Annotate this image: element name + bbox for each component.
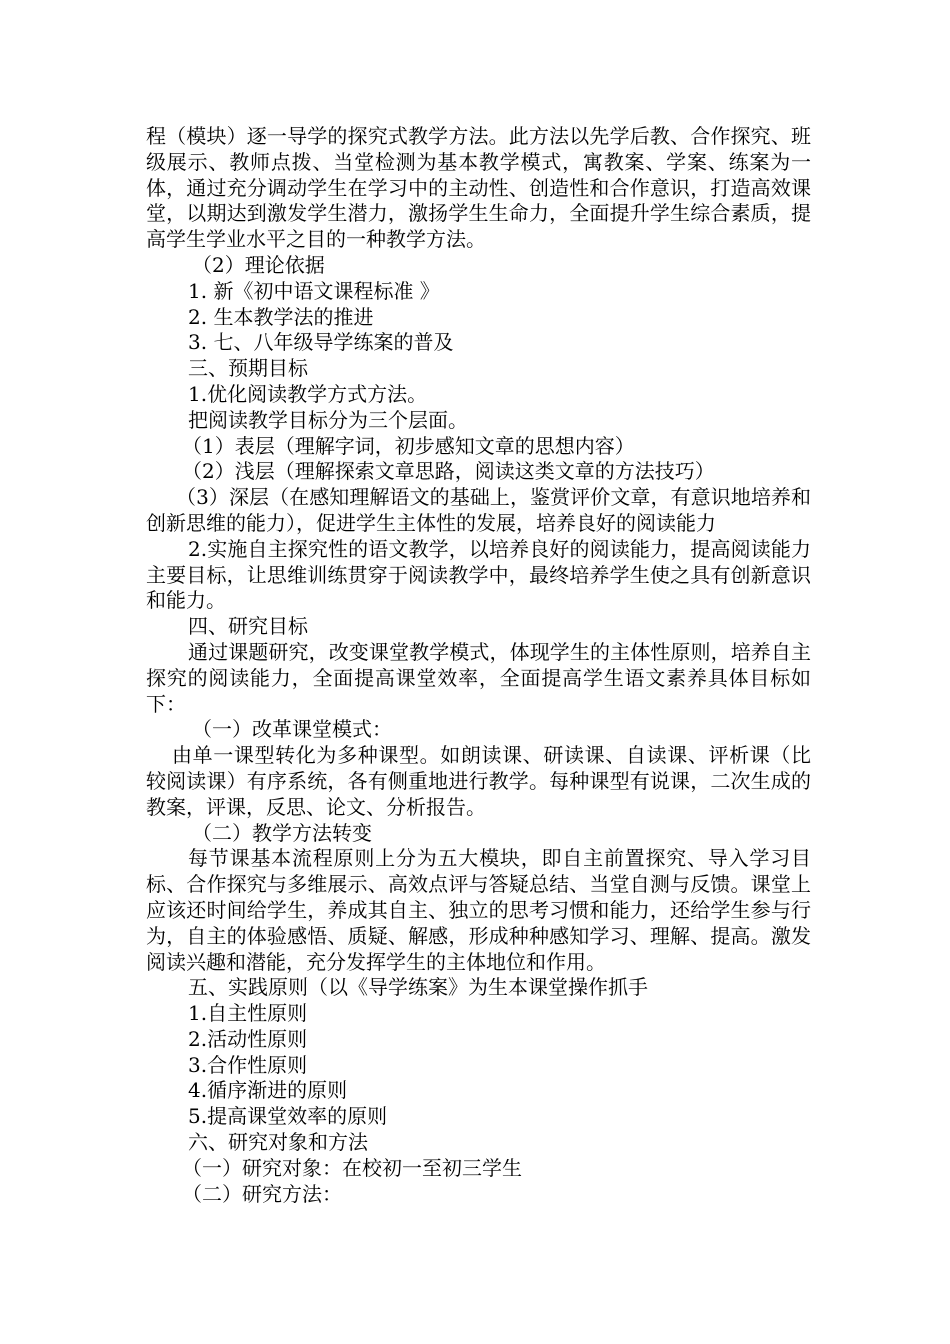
paragraph-basis-3: 3. 七、八年级导学练案的普及 bbox=[188, 330, 454, 355]
paragraph-principle-1: 1.自主性原则 bbox=[188, 1001, 308, 1026]
paragraph-research-methods: （二）研究方法： bbox=[182, 1181, 342, 1206]
heading-expected-goals: 三、预期目标 bbox=[188, 356, 308, 381]
paragraph-theory-basis: （2）理论依据 bbox=[192, 252, 325, 277]
paragraph-three-levels: 把阅读教学目标分为三个层面。 bbox=[188, 407, 468, 432]
paragraph-research-goals: 通过课题研究，改变课堂教学模式，体现学生的主体性原则，培养自主探究的阅读能力，全面提高课堂效率，全面提高学生语文素养具体目标如下： bbox=[146, 639, 811, 716]
paragraph-intro-continued: 程（模块）逐一导学的探究式教学方法。此方法以先学后教、合作探究、班级展示、教师点拨、当堂检测为基本教学模式，寓教案、学案、练案为一体，通过充分调动学生在学习中的主动性、创造性和合作意识，打造高效课堂，以期达到激发学生潜力，激扬学生生命力，全面提升学生综合素质，提高学生学业水平之目的一种教学方法。 bbox=[146, 124, 811, 252]
heading-research-subjects-methods: 六、研究对象和方法 bbox=[188, 1130, 368, 1155]
paragraph-class-types: 由单一课型转化为多种课型。如朗读课、研读课、自读课、评析课（比较阅读课）有序系统，各有侧重地进行教学。每种课型有说课，二次生成的教案，评课，反思、论文、分析报告。 bbox=[146, 743, 811, 819]
paragraph-basis-1: 1. 新《初中语文课程标准 》 bbox=[188, 278, 440, 303]
paragraph-level-shallow: （2）浅层（理解探索文章思路，阅读这类文章的方法技巧） bbox=[182, 459, 715, 484]
heading-research-goals: 四、研究目标 bbox=[188, 614, 308, 639]
paragraph-goal-1: 1.优化阅读教学方式方法。 bbox=[188, 381, 428, 406]
paragraph-principle-2: 2.活动性原则 bbox=[188, 1026, 308, 1051]
heading-method-change: （二）教学方法转变 bbox=[192, 820, 372, 845]
paragraph-level-deep: （3）深层（在感知理解语文的基础上，鉴赏评价文章，有意识地培养和创新思维的能力），促进学生主体性的发展，培养良好的阅读能力 bbox=[146, 485, 811, 535]
paragraph-principle-3: 3.合作性原则 bbox=[188, 1052, 308, 1077]
paragraph-principle-4: 4.循序渐进的原则 bbox=[188, 1078, 348, 1103]
paragraph-basis-2: 2. 生本教学法的推进 bbox=[188, 304, 374, 329]
paragraph-level-surface: （1）表层（理解字词，初步感知文章的思想内容） bbox=[182, 433, 635, 458]
paragraph-five-modules: 每节课基本流程原则上分为五大模块，即自主前置探究、导入学习目标、合作探究与多维展示、高效点评与答疑总结、当堂自测与反馈。课堂上应该还时间给学生，养成其自主、独立的思考习惯和能力，还给学生参与行为，自主的体验感悟、质疑、解感，形成种种感知学习、理解、提高。激发阅读兴趣和潜能，充分发挥学生的主体地位和作用。 bbox=[146, 846, 811, 974]
paragraph-principle-5: 5.提高课堂效率的原则 bbox=[188, 1104, 388, 1129]
paragraph-goal-2: 2.实施自主探究性的语文教学，以培养良好的阅读能力，提高阅读能力主要目标，让思维训练贯穿于阅读教学中，最终培养学生使之具有创新意识和能力。 bbox=[146, 536, 811, 613]
paragraph-research-subjects: （一）研究对象：在校初一至初三学生 bbox=[182, 1155, 522, 1180]
heading-reform-class-mode: （一）改革课堂模式： bbox=[192, 717, 392, 742]
heading-practice-principles: 五、实践原则（以《导学练案》为生本课堂操作抓手 bbox=[188, 975, 648, 1000]
document-page bbox=[146, 124, 811, 1207]
